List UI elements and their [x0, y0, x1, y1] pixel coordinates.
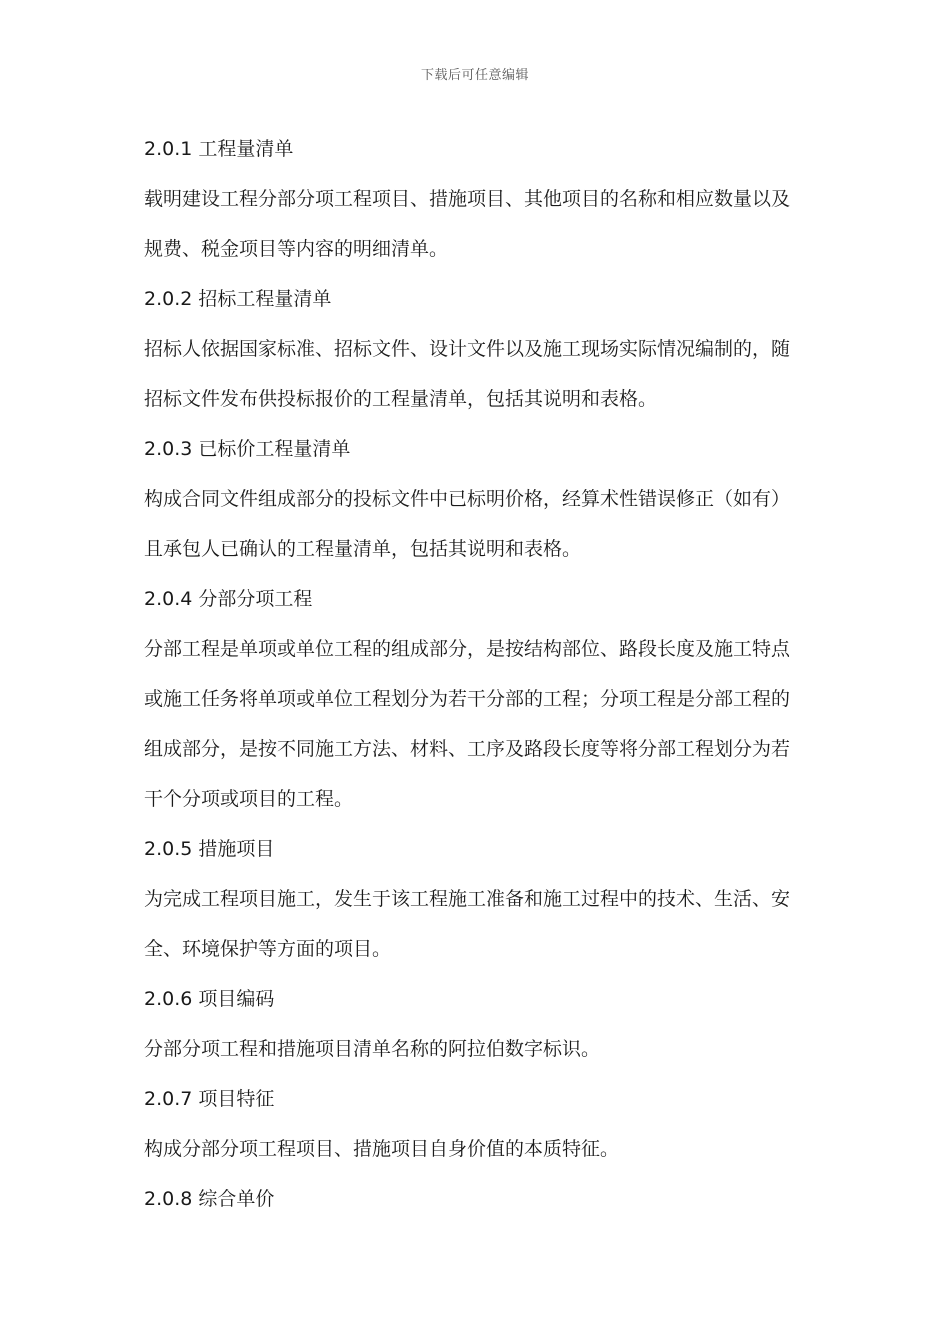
section-heading: 2.0.3 已标价工程量清单 — [144, 438, 351, 460]
body-text-line: 全、环境保护等方面的项目。 — [144, 938, 392, 960]
body-text-line: 招标人依据国家标准、招标文件、设计文件以及施工现场实际情况编制的，随 — [144, 338, 791, 360]
section-heading: 2.0.6 项目编码 — [144, 988, 275, 1010]
section-heading: 2.0.5 措施项目 — [144, 838, 275, 860]
body-text-line: 或施工任务将单项或单位工程划分为若干分部的工程；分项工程是分部工程的 — [144, 688, 791, 710]
body-text-line: 分部工程是单项或单位工程的组成部分，是按结构部位、路段长度及施工特点 — [144, 638, 791, 660]
section-heading: 2.0.2 招标工程量清单 — [144, 288, 332, 310]
section-heading: 2.0.8 综合单价 — [144, 1188, 275, 1210]
body-text-line: 组成部分，是按不同施工方法、材料、工序及路段长度等将分部工程划分为若 — [144, 738, 791, 760]
body-text-line: 载明建设工程分部分项工程项目、措施项目、其他项目的名称和相应数量以及 — [144, 188, 791, 210]
body-text-line: 分部分项工程和措施项目清单名称的阿拉伯数字标识。 — [144, 1038, 601, 1060]
body-text-line: 为完成工程项目施工，发生于该工程施工准备和施工过程中的技术、生活、安 — [144, 888, 791, 910]
document-body — [144, 124, 804, 1224]
body-text-line: 且承包人已确认的工程量清单，包括其说明和表格。 — [144, 538, 582, 560]
body-text-line: 规费、税金项目等内容的明细清单。 — [144, 238, 449, 260]
section-heading: 2.0.7 项目特征 — [144, 1088, 275, 1110]
section-heading: 2.0.1 工程量清单 — [144, 138, 294, 160]
body-text-line: 构成分部分项工程项目、措施项目自身价值的本质特征。 — [144, 1138, 620, 1160]
body-text-line: 构成合同文件组成部分的投标文件中已标明价格，经算术性错误修正（如有） — [144, 488, 791, 510]
header-note: 下载后可任意编辑 — [420, 68, 529, 83]
body-text-line: 招标文件发布供投标报价的工程量清单，包括其说明和表格。 — [144, 388, 658, 410]
section-heading: 2.0.4 分部分项工程 — [144, 588, 313, 610]
body-text-line: 干个分项或项目的工程。 — [144, 788, 354, 810]
